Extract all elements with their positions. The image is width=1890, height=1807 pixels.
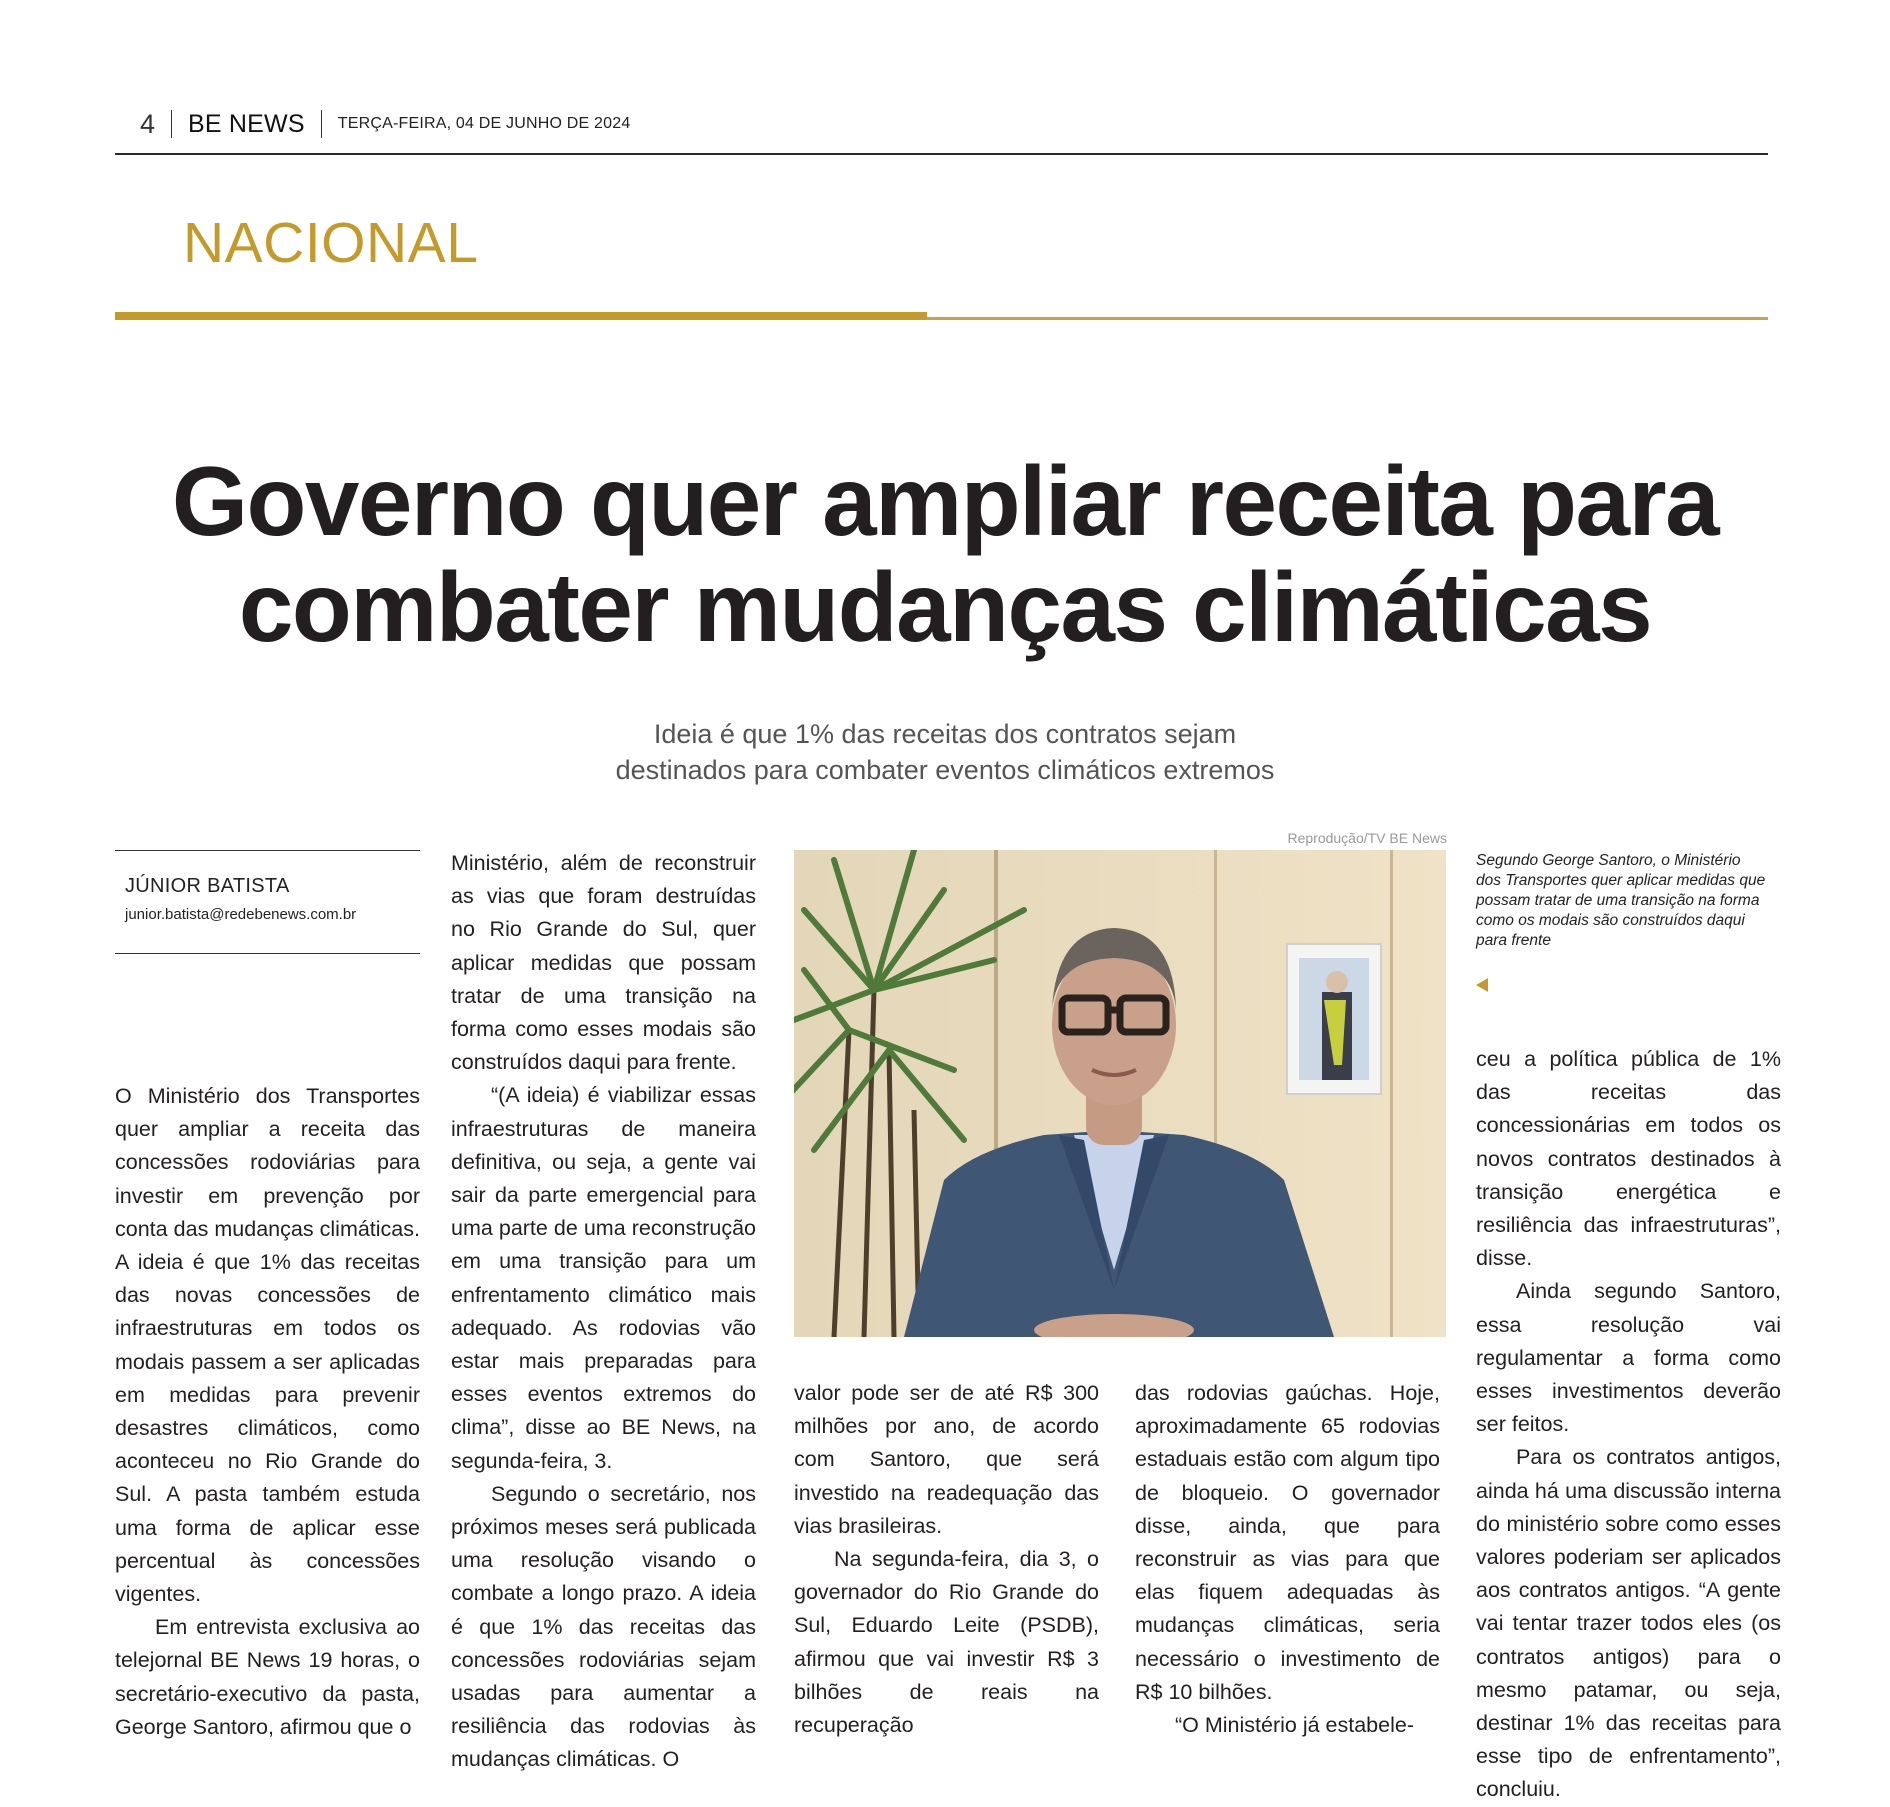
paragraph: Para os contratos antigos, ainda há uma discussão interna do ministério sobre como esses valores poderiam ser aplicados aos contratos antigos. “A gente vai tentar trazer todos eles (os contratos antigos) para o mesmo patamar, ou seja, destinar 1% das receitas para esse tipo de enfrentamento”, concluiu. (1476, 1445, 1781, 1802)
paragraph: ceu a política pública de 1% das receitas das concessionárias em todos os novos contratos destinados à transição energética e resiliência das infraestruturas”, disse. (1476, 1047, 1781, 1271)
section-rule-thick (115, 312, 927, 320)
wall-panel-line (1390, 850, 1393, 1337)
paragraph: O Ministério dos Transportes quer ampliar a receita das concessões rodoviárias para investir em prevenção por conta das mudanças climáticas. A ideia é que 1% das receitas das novas concessões de infraestruturas em todos os modais passem a ser aplicadas em medidas para prevenir desastres climáticos, como aconteceu no Rio Grande do Sul. A pasta também estuda uma forma de aplicar esse percentual às concessões vigentes. (115, 1084, 420, 1607)
paragraph: “O Ministério já estabele- (1175, 1713, 1414, 1738)
subheadline-line: Ideia é que 1% das receitas dos contratos sejam (653, 719, 1237, 749)
headline-line: combater mudanças climáticas (238, 552, 1652, 662)
author-name: JÚNIOR BATISTA (125, 875, 290, 897)
paragraph: Ainda segundo Santoro, essa resolução vai regulamentar a forma como esses investimentos deverão ser feitos. (1476, 1279, 1781, 1437)
header-rule (115, 153, 1768, 155)
paragraph: Em entrevista exclusiva ao telejornal BE News 19 horas, o secretário-executivo da pasta, George Santoro, afirmou que o (115, 1615, 420, 1739)
paragraph: Ministério, além de reconstruir as vias que foram destruídas no Rio Grande do Sul, quer aplicar medidas que possam tratar de uma transição na forma como esses modais são construídos daqui para frente. (451, 851, 756, 1075)
article-headline (100, 448, 1790, 660)
article-subheadline (100, 716, 1790, 788)
photo-caption: Segundo George Santoro, o Ministério dos Transportes quer aplicar medidas que possam tratar de uma transição na forma como os modais são construídos daqui para frente (1476, 852, 1766, 949)
paragraph: “(A ideia) é viabilizar essas infraestruturas de maneira definitiva, ou seja, a gente vai sair da parte emergencial para uma parte de uma reconstrução em uma transição para um enfrentamento climático mais adequado. As rodovias vão estar mais preparadas para esses eventos extremos do clima”, disse ao BE News, na segunda-feira, 3. (451, 1083, 756, 1473)
article-column-3 (794, 1377, 1099, 1742)
paragraph: Segundo o secretário, nos próximos meses será publicada uma resolução visando o combate a longo prazo. A ideia é que 1% das receitas das concessões rodoviárias sejam usadas para aumentar a resiliência das rodovias às mudanças climáticas. O (451, 1481, 756, 1772)
photo-illustration (794, 850, 1446, 1337)
paragraph: das rodovias gaúchas. Hoje, aproximadamente 65 rodovias estaduais estão com algum tipo de bloqueio. O governador disse, ainda, que para reconstruir as vias para que elas fiquem adequadas às mudanças climáticas, seria necessário o investimento de R$ 10 bilhões. (1135, 1381, 1440, 1704)
article-column-2 (451, 847, 756, 1777)
page-number: 4 (140, 108, 156, 139)
framed-portrait-icon (1287, 944, 1381, 1094)
subheadline-line: destinados para combater eventos climáticos extremos (615, 755, 1275, 785)
byline (115, 850, 420, 954)
header-divider (171, 110, 172, 138)
article-column-5 (1476, 1043, 1781, 1807)
author-email[interactable]: junior.batista@redebenews.com.br (125, 906, 357, 923)
article-photo (794, 850, 1446, 1337)
publication-date: TERÇA-FEIRA, 04 DE JUNHO DE 2024 (337, 115, 631, 132)
headline-line: Governo quer ampliar receita para (171, 446, 1719, 556)
paragraph: Na segunda-feira, dia 3, o governador do Rio Grande do Sul, Eduardo Leite (PSDB), afirmou que vai investir R$ 3 bilhões de reais na recuperação (794, 1547, 1099, 1738)
page-header (140, 104, 630, 144)
header-divider (321, 110, 322, 138)
paragraph: valor pode ser de até R$ 300 milhões por ano, de acordo com Santoro, que será investido na readequação das vias brasileiras. (794, 1381, 1099, 1538)
article-column-4 (1135, 1377, 1440, 1742)
photo-credit: Reprodução/TV BE News (1287, 830, 1447, 846)
article-column-1 (115, 1080, 420, 1744)
publication-name: BE NEWS (188, 109, 305, 138)
triangle-left-icon (1476, 978, 1488, 992)
section-title: NACIONAL (183, 211, 479, 275)
section-rule-thin (927, 317, 1768, 320)
